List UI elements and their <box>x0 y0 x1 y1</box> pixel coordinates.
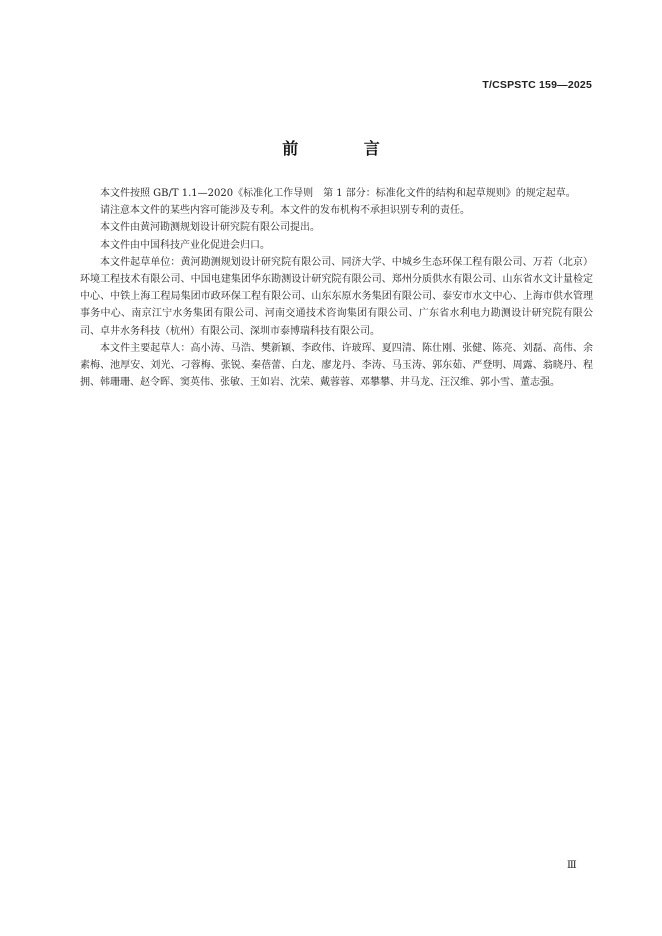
page-number: Ⅲ <box>567 860 577 871</box>
page-title: 前 言 <box>282 139 410 158</box>
paragraph-administrator: 本文件由中国科技产业化促进会归口。 <box>100 239 270 251</box>
paragraph-proposer: 本文件由黄河勘测规划设计研究院有限公司提出。 <box>100 222 320 234</box>
paragraph-drafting-organizations: 本文件起草单位：黄河勘测规划设计研究院有限公司、同济大学、中城乡生态环保工程有限公司、万若（北京）环境工程技术有限公司、中国电建集团华东勘测设计研究院有限公司、郑州分质供水有限公司、山东省水文计量检定中心、中铁上海工程局集团市政环保工程有限公司、山东东原水务集团有限公司、泰安市水文中心、上海市供水管理事务中心、南京江宁水务集团有限公司、河南交通技术咨询集团有限公司、广东省水利电力勘测设计研究院有限公司、卓井水务科技（杭州）有限公司、深圳市泰博瑞科技有限公司。 <box>80 256 593 337</box>
document-number: T/CSPSTC 159—2025 <box>482 79 592 91</box>
foreword-body <box>80 185 593 391</box>
paragraph-drafters: 本文件主要起草人：高小涛、马浩、樊新颖、李政伟、许玻珲、夏四清、陈仕刚、张健、陈亮、刘磊、高伟、余素梅、池厚安、刘光、刁蓉梅、张锐、秦蓓蕾、白龙、廖龙丹、李涛、马玉涛、郭东茹、严登明、周露、翁晓丹、程拥、韩珊珊、赵令晖、窦英伟、张敏、王如岩、沈荣、戴蓉蓉、邓攀攀、井马龙、汪汉维、郭小雪、董志强。 <box>80 342 593 389</box>
paragraph-patent-notice: 请注意本文件的某些内容可能涉及专利。本文件的发布机构不承担识别专利的责任。 <box>100 205 470 217</box>
paragraph-drafting-basis: 本文件按照 GB/T 1.1—2020《标准化工作导则 第 1 部分：标准化文件的结构和起草规则》的规定起草。 <box>100 188 576 199</box>
